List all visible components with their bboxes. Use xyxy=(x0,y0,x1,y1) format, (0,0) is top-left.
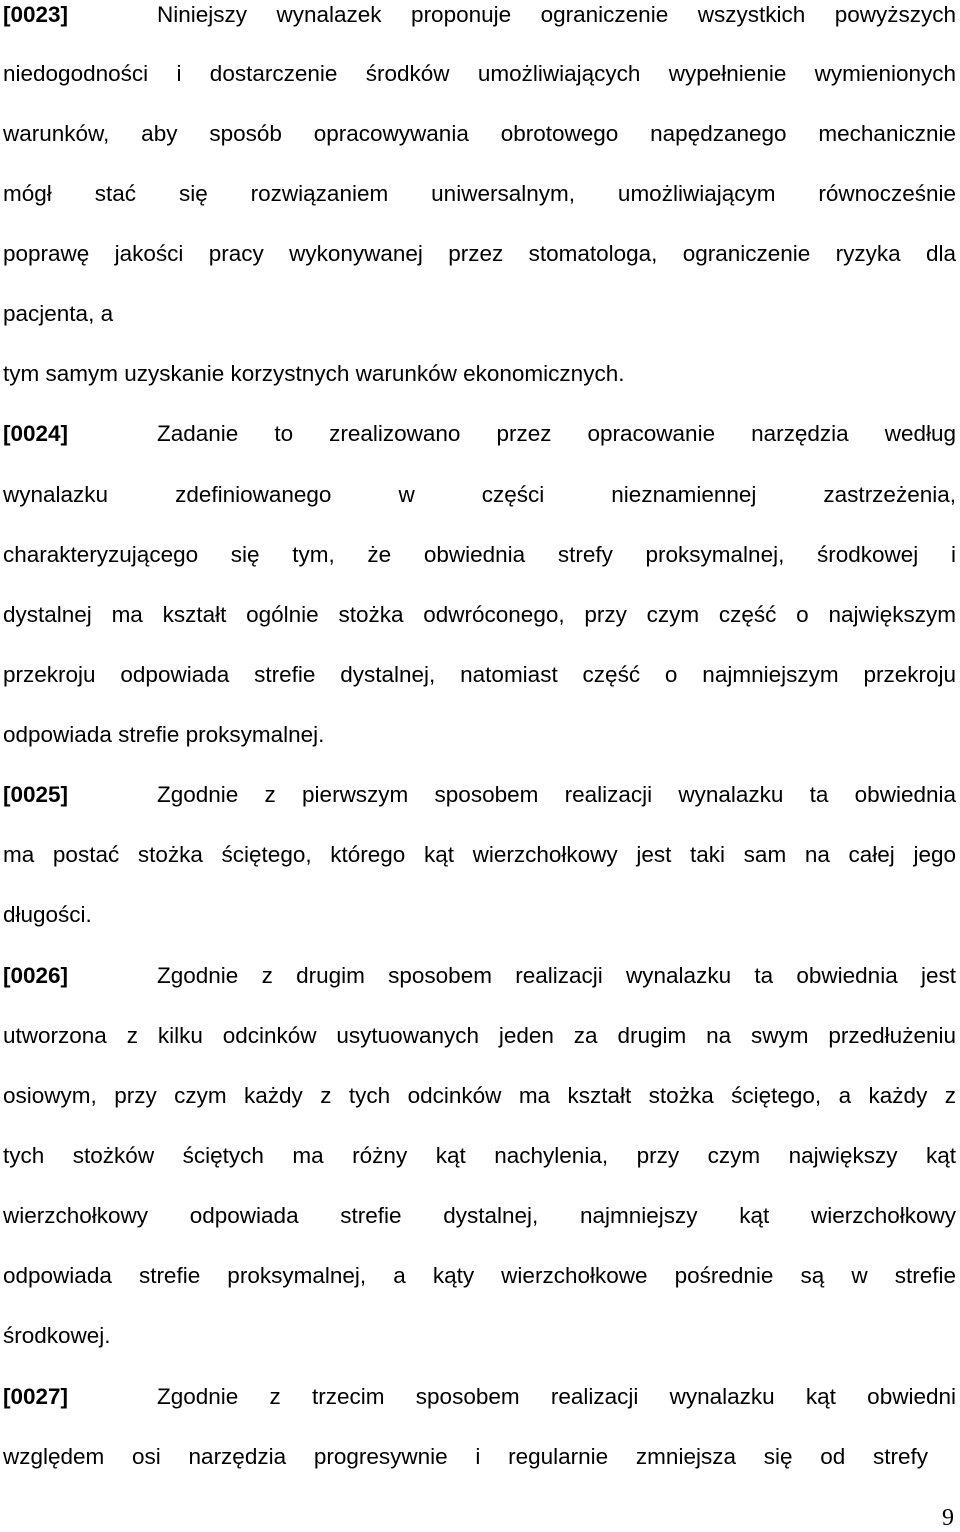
paragraph-0024-line: przekroju odpowiada strefie dystalnej, natomiast część o najmniejszym przekroju xyxy=(3,662,956,687)
paragraph-number: [0027] xyxy=(3,1384,69,1409)
paragraph-0027-line-1 xyxy=(3,1382,956,1412)
paragraph-number: [0025] xyxy=(3,782,69,807)
paragraph-0024-line-1 xyxy=(3,419,956,449)
paragraph-0027-line: względem osi narzędzia progresywnie i regularnie zmniejsza się od strefy xyxy=(3,1444,928,1469)
paragraph-0023-line: warunków, aby sposób opracowywania obrotowego napędzanego mechanicznie xyxy=(3,121,956,146)
paragraph-0026-line: odpowiada strefie proksymalnej, a kąty wierzchołkowe pośrednie są w strefie xyxy=(3,1263,956,1288)
paragraph-0026-line-1 xyxy=(3,961,956,991)
paragraph-0024-line: charakteryzującego się tym, że obwiednia strefy proksymalnej, środkowej i xyxy=(3,542,956,567)
paragraph-0025-line-1 xyxy=(3,780,956,810)
paragraph-0026-line: środkowej. xyxy=(3,1323,111,1348)
paragraph-text: Zadanie to zrealizowano przez opracowanie narzędzia według xyxy=(157,421,956,446)
paragraph-text: Zgodnie z trzecim sposobem realizacji wynalazku kąt obwiedni xyxy=(157,1384,956,1409)
paragraph-0023-line: tym samym uzyskanie korzystnych warunków ekonomicznych. xyxy=(3,361,625,386)
paragraph-number: [0024] xyxy=(3,421,69,446)
paragraph-number: [0026] xyxy=(3,963,69,988)
paragraph-0024-line: odpowiada strefie proksymalnej. xyxy=(3,722,325,747)
paragraph-0023-line: mógł stać się rozwiązaniem uniwersalnym, umożliwiającym równocześnie xyxy=(3,181,956,206)
paragraph-text: Niniejszy wynalazek proponuje ograniczenie wszystkich powyższych xyxy=(157,2,956,27)
paragraph-0024-line: dystalnej ma kształt ogólnie stożka odwróconego, przy czym część o największym xyxy=(3,602,956,627)
paragraph-0023-line: poprawę jakości pracy wykonywanej przez stomatologa, ograniczenie ryzyka dla xyxy=(3,241,956,266)
paragraph-0026-line: tych stożków ściętych ma różny kąt nachylenia, przy czym największy kąt xyxy=(3,1143,956,1168)
paragraph-text: Zgodnie z pierwszym sposobem realizacji wynalazku ta obwiednia xyxy=(157,782,956,807)
paragraph-0024-line: wynalazku zdefiniowanego w części nieznamiennej zastrzeżenia, xyxy=(3,482,956,507)
paragraph-number: [0023] xyxy=(3,2,69,27)
paragraph-0026-line: wierzchołkowy odpowiada strefie dystalnej, najmniejszy kąt wierzchołkowy xyxy=(3,1203,956,1228)
paragraph-text: Zgodnie z drugim sposobem realizacji wynalazku ta obwiednia jest xyxy=(157,963,956,988)
paragraph-0026-line: utworzona z kilku odcinków usytuowanych jeden za drugim na swym przedłużeniu xyxy=(3,1023,956,1048)
paragraph-0025-line: ma postać stożka ściętego, którego kąt wierzchołkowy jest taki sam na całej jego xyxy=(3,842,956,867)
page-number: 9 xyxy=(942,1505,954,1531)
paragraph-0023-line: pacjenta, a xyxy=(3,301,114,326)
paragraph-0023-line-1 xyxy=(3,0,956,30)
paragraph-0026-line: osiowym, przy czym każdy z tych odcinków ma kształt stożka ściętego, a każdy z xyxy=(3,1083,956,1108)
paragraph-0023-line: niedogodności i dostarczenie środków umożliwiających wypełnienie wymienionych xyxy=(3,61,956,86)
paragraph-0025-line: długości. xyxy=(3,902,92,927)
